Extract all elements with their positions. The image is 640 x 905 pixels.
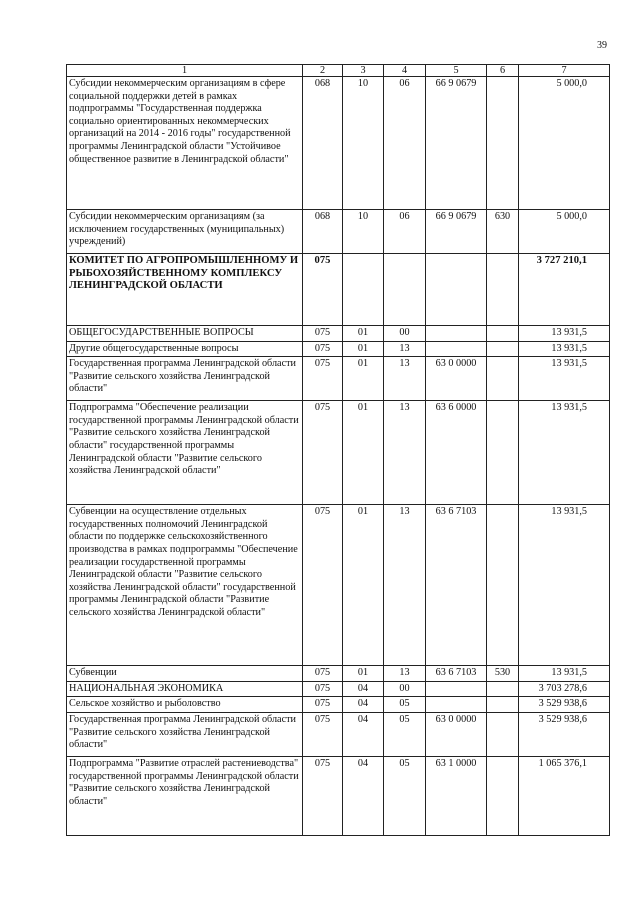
header-cell: 1 — [67, 65, 303, 77]
row-c7-cell: 3 703 278,6 — [519, 681, 610, 697]
row-c3-cell: 01 — [343, 505, 384, 666]
row-c5-cell — [426, 681, 487, 697]
row-c2-cell: 075 — [303, 666, 343, 682]
row-c2-cell: 075 — [303, 341, 343, 357]
row-c2-cell: 075 — [303, 357, 343, 401]
row-c7-cell: 5 000,0 — [519, 210, 610, 254]
table-row — [67, 756, 610, 835]
table-row — [67, 77, 610, 210]
row-c3-cell: 01 — [343, 341, 384, 357]
row-c6-cell — [487, 756, 519, 835]
row-c6-cell — [487, 712, 519, 756]
row-name-cell: Сельское хозяйство и рыболовство — [67, 697, 303, 713]
row-name-cell: ОБЩЕГОСУДАРСТВЕННЫЕ ВОПРОСЫ — [67, 326, 303, 342]
row-c4-cell: 00 — [384, 326, 426, 342]
row-c4-cell: 13 — [384, 357, 426, 401]
row-c7-cell: 13 931,5 — [519, 401, 610, 505]
row-name-cell: Государственная программа Ленинградской области "Развитие сельского хозяйства Ленинградской области" — [67, 712, 303, 756]
row-c7-cell: 3 529 938,6 — [519, 697, 610, 713]
row-c2-cell: 075 — [303, 712, 343, 756]
row-c3-cell — [343, 254, 384, 326]
table-row — [67, 401, 610, 505]
row-c5-cell: 66 9 0679 — [426, 210, 487, 254]
row-c7-cell: 5 000,0 — [519, 77, 610, 210]
table-row — [67, 697, 610, 713]
row-c4-cell: 13 — [384, 505, 426, 666]
row-c2-cell: 068 — [303, 77, 343, 210]
row-c5-cell: 63 6 7103 — [426, 666, 487, 682]
row-c7-cell: 1 065 376,1 — [519, 756, 610, 835]
row-c4-cell: 13 — [384, 401, 426, 505]
table-row — [67, 254, 610, 326]
page-number: 39 — [597, 40, 607, 51]
row-c4-cell: 06 — [384, 210, 426, 254]
table-row — [67, 681, 610, 697]
row-c3-cell: 04 — [343, 681, 384, 697]
table-row — [67, 505, 610, 666]
header-cell: 4 — [384, 65, 426, 77]
table-row — [67, 357, 610, 401]
header-cell: 6 — [487, 65, 519, 77]
row-c6-cell: 530 — [487, 666, 519, 682]
header-cell: 2 — [303, 65, 343, 77]
row-name-cell: НАЦИОНАЛЬНАЯ ЭКОНОМИКА — [67, 681, 303, 697]
row-c6-cell — [487, 697, 519, 713]
row-name-cell: Подпрограмма "Обеспечение реализации государственной программы Ленинградской области "Развитие сельского хозяйства Ленинградской области" государственной программы Ленинградской области "Развитие сельского хозяйства Ленинградской области" — [67, 401, 303, 505]
row-name-cell: Субсидии некоммерческим организациям (за исключением государственных (муниципальных) учреждений) — [67, 210, 303, 254]
table-row — [67, 210, 610, 254]
row-c3-cell: 04 — [343, 697, 384, 713]
row-c5-cell: 63 1 0000 — [426, 756, 487, 835]
row-c4-cell: 06 — [384, 77, 426, 210]
row-c4-cell: 00 — [384, 681, 426, 697]
row-c6-cell — [487, 357, 519, 401]
row-c2-cell: 075 — [303, 681, 343, 697]
row-c6-cell — [487, 401, 519, 505]
row-name-cell: Государственная программа Ленинградской области "Развитие сельского хозяйства Ленинградской области" — [67, 357, 303, 401]
row-c3-cell: 10 — [343, 77, 384, 210]
header-cell: 5 — [426, 65, 487, 77]
row-c4-cell: 13 — [384, 341, 426, 357]
header-cell: 3 — [343, 65, 384, 77]
row-c7-cell: 13 931,5 — [519, 326, 610, 342]
row-c4-cell: 13 — [384, 666, 426, 682]
row-c5-cell: 63 6 7103 — [426, 505, 487, 666]
row-name-cell: Субсидии некоммерческим организациям в сфере социальной поддержки детей в рамках подпрограммы "Государственная поддержка социально ориентированных некоммерческих организаций на 2014 - 2016 годы" государственной программы Ленинградской области "Устойчивое общественное развитие в Ленинградской области" — [67, 77, 303, 210]
row-c7-cell: 13 931,5 — [519, 666, 610, 682]
row-c6-cell — [487, 326, 519, 342]
row-c2-cell: 075 — [303, 326, 343, 342]
row-name-cell: Субвенции — [67, 666, 303, 682]
table-row — [67, 341, 610, 357]
row-c5-cell: 66 9 0679 — [426, 77, 487, 210]
row-c5-cell: 63 0 0000 — [426, 357, 487, 401]
row-name-cell: Субвенции на осуществление отдельных государственных полномочий Ленинградской области по поддержке сельскохозяйственного производства в рамках подпрограммы "Обеспечение реализации государственной программы Ленинградской области "Развитие сельского хозяйства Ленинградской области" государственной программы Ленинградской области "Развитие сельского хозяйства Ленинградской области" — [67, 505, 303, 666]
row-name-cell: КОМИТЕТ ПО АГРОПРОМЫШЛЕННОМУ И РЫБОХОЗЯЙСТВЕННОМУ КОМПЛЕКСУ ЛЕНИНГРАДСКОЙ ОБЛАСТИ — [67, 254, 303, 326]
row-c2-cell: 075 — [303, 505, 343, 666]
row-c4-cell: 05 — [384, 712, 426, 756]
header-row — [67, 65, 610, 77]
row-name-cell: Подпрограмма "Развитие отраслей растениеводства" государственной программы Ленинградской области "Развитие сельского хозяйства Ленинградской области" — [67, 756, 303, 835]
row-c7-cell: 13 931,5 — [519, 357, 610, 401]
row-c7-cell: 13 931,5 — [519, 341, 610, 357]
row-c6-cell — [487, 681, 519, 697]
row-c5-cell — [426, 341, 487, 357]
row-c3-cell: 01 — [343, 666, 384, 682]
row-c3-cell: 10 — [343, 210, 384, 254]
row-c6-cell — [487, 341, 519, 357]
header-cell: 7 — [519, 65, 610, 77]
row-c3-cell: 01 — [343, 401, 384, 505]
row-name-cell: Другие общегосударственные вопросы — [67, 341, 303, 357]
row-c2-cell: 075 — [303, 254, 343, 326]
row-c7-cell: 3 727 210,1 — [519, 254, 610, 326]
row-c2-cell: 075 — [303, 697, 343, 713]
table-row — [67, 666, 610, 682]
row-c5-cell — [426, 697, 487, 713]
row-c3-cell: 04 — [343, 756, 384, 835]
row-c4-cell: 05 — [384, 756, 426, 835]
row-c4-cell: 05 — [384, 697, 426, 713]
table-row — [67, 712, 610, 756]
row-c2-cell: 075 — [303, 401, 343, 505]
row-c6-cell — [487, 254, 519, 326]
row-c7-cell: 13 931,5 — [519, 505, 610, 666]
row-c7-cell: 3 529 938,6 — [519, 712, 610, 756]
row-c6-cell — [487, 77, 519, 210]
row-c5-cell: 63 0 0000 — [426, 712, 487, 756]
row-c6-cell: 630 — [487, 210, 519, 254]
row-c3-cell: 01 — [343, 357, 384, 401]
row-c5-cell: 63 6 0000 — [426, 401, 487, 505]
row-c2-cell: 075 — [303, 756, 343, 835]
row-c3-cell: 04 — [343, 712, 384, 756]
row-c5-cell — [426, 254, 487, 326]
row-c5-cell — [426, 326, 487, 342]
table-row — [67, 326, 610, 342]
budget-table — [66, 64, 610, 836]
row-c6-cell — [487, 505, 519, 666]
row-c3-cell: 01 — [343, 326, 384, 342]
row-c2-cell: 068 — [303, 210, 343, 254]
row-c4-cell — [384, 254, 426, 326]
